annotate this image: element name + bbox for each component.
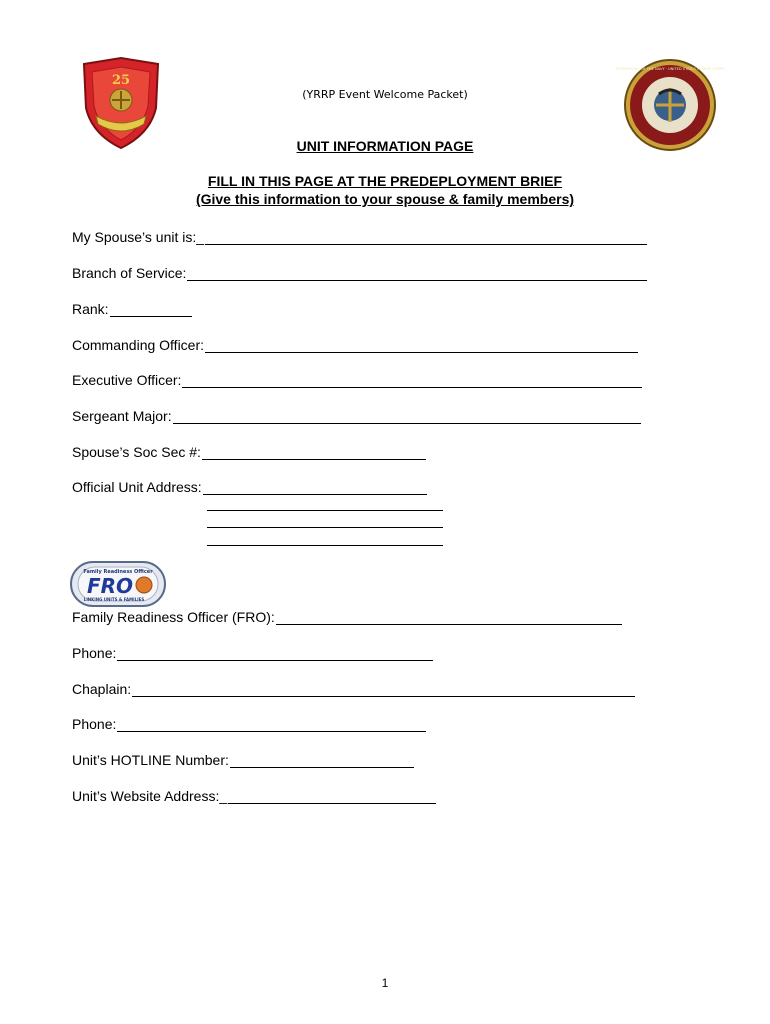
phone-1-blank[interactable] — [117, 646, 433, 661]
executive-officer-field[interactable] — [72, 368, 642, 388]
unit-emblem-logo — [78, 56, 164, 150]
rank-blank[interactable] — [110, 302, 192, 317]
rank-label: Rank: — [72, 301, 109, 317]
unit-address-line-2[interactable] — [207, 510, 443, 511]
sergeant-major-blank[interactable] — [173, 409, 641, 424]
unit-address-line-3[interactable] — [207, 527, 443, 528]
executive-officer-blank[interactable] — [182, 373, 642, 388]
phone-2-label: Phone: — [72, 716, 117, 732]
fro-label: Family Readiness Officer (FRO): — [72, 609, 275, 625]
chaplain-blank[interactable] — [132, 682, 635, 697]
page-title: UNIT INFORMATION PAGE — [296, 138, 474, 154]
fro-logo-top-text: Family Readiness Officer — [83, 569, 153, 575]
seal-text: DEPARTMENT OF THE NAVY · UNITED STATES MARINE CORPS — [615, 67, 725, 71]
unit-address-line-4[interactable] — [207, 545, 443, 546]
unit-address-label: Official Unit Address: — [72, 479, 202, 495]
document-subtitle: (YRRP Event Welcome Packet) — [302, 88, 468, 101]
instruction-line-2: (Give this information to your spouse & family members) — [195, 191, 575, 207]
fro-logo-main-text: FRO — [86, 574, 134, 598]
soc-sec-blank[interactable] — [202, 445, 426, 460]
branch-field[interactable] — [72, 261, 647, 281]
website-label: Unit’s Website Address:_ — [72, 788, 228, 804]
phone-2-field[interactable] — [72, 712, 426, 732]
hotline-blank[interactable] — [230, 753, 414, 768]
rank-field[interactable] — [72, 297, 192, 317]
soc-sec-label: Spouse’s Soc Sec #: — [72, 444, 201, 460]
spouse-unit-blank[interactable] — [205, 230, 647, 245]
sergeant-major-field[interactable] — [72, 404, 641, 424]
hotline-field[interactable] — [72, 748, 414, 768]
hotline-label: Unit’s HOTLINE Number: — [72, 752, 229, 768]
executive-officer-label: Executive Officer: — [72, 372, 182, 388]
chaplain-field[interactable] — [72, 677, 635, 697]
spouse-unit-field[interactable] — [72, 225, 647, 245]
phone-1-field[interactable] — [72, 641, 433, 661]
fro-logo — [70, 561, 166, 607]
chaplain-label: Chaplain: — [72, 681, 132, 697]
spouse-unit-label: My Spouse’s unit is:_ — [72, 229, 205, 245]
fro-field[interactable] — [72, 605, 622, 625]
branch-blank[interactable] — [187, 266, 647, 281]
website-field[interactable] — [72, 784, 436, 804]
soc-sec-field[interactable] — [72, 440, 426, 460]
emblem-number: 25 — [111, 73, 131, 88]
branch-label: Branch of Service: — [72, 265, 187, 281]
unit-address-field[interactable] — [72, 475, 427, 495]
fro-blank[interactable] — [276, 610, 622, 625]
phone-1-label: Phone: — [72, 645, 117, 661]
fro-logo-bottom-text: LINKING UNITS & FAMILIES — [83, 597, 145, 602]
sergeant-major-label: Sergeant Major: — [72, 408, 172, 424]
website-blank[interactable] — [228, 789, 436, 804]
page-number: 1 — [381, 976, 389, 990]
commanding-officer-blank[interactable] — [205, 338, 638, 353]
unit-address-blank[interactable] — [203, 480, 427, 495]
commanding-officer-field[interactable] — [72, 333, 638, 353]
phone-2-blank[interactable] — [117, 717, 426, 732]
commanding-officer-label: Commanding Officer: — [72, 337, 205, 353]
instruction-line-1: FILL IN THIS PAGE AT THE PREDEPLOYMENT BRIEF — [207, 173, 563, 189]
